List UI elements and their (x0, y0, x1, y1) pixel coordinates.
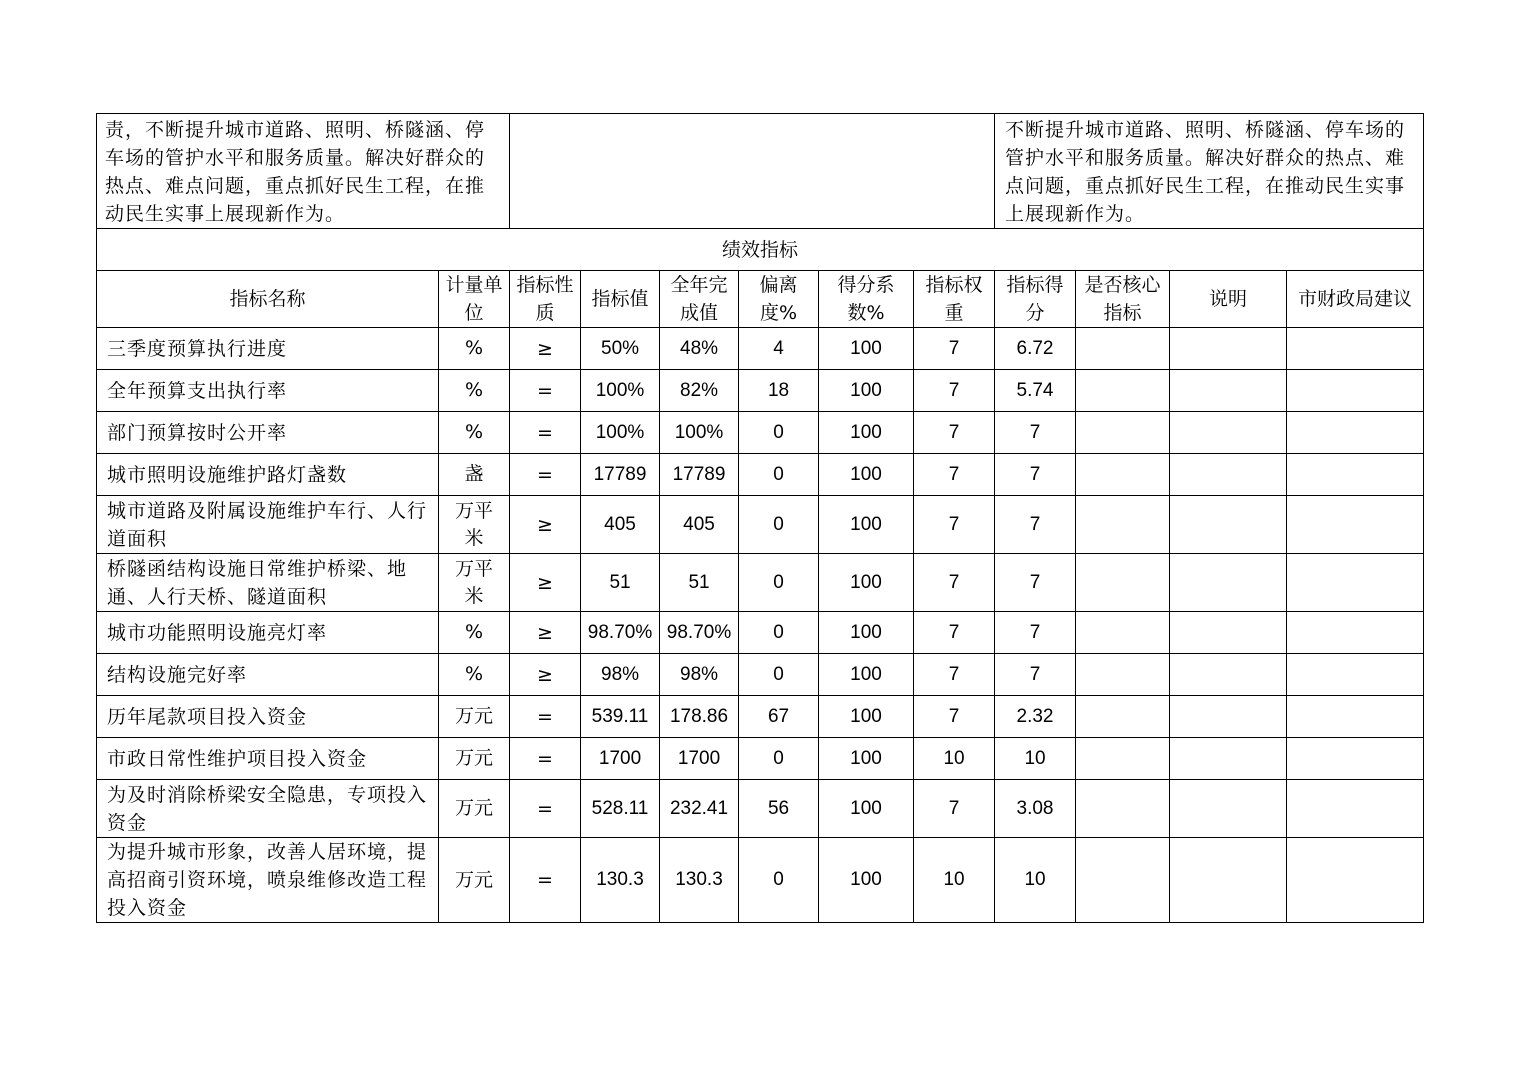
cell-score: 7 (995, 612, 1076, 654)
cell-value: 50% (581, 328, 660, 370)
cell-deviation: 0 (739, 612, 819, 654)
cell-unit: 万元 (439, 738, 510, 780)
cell-deviation: 4 (739, 328, 819, 370)
intro-middle-cell (510, 114, 995, 229)
header-nature: 指标性质 (510, 271, 581, 328)
cell-deviation: 0 (739, 838, 819, 923)
cell-annual: 51 (660, 554, 739, 612)
cell-value: 528.11 (581, 780, 660, 838)
cell-note (1170, 838, 1287, 923)
cell-suggestion (1287, 696, 1424, 738)
cell-score: 10 (995, 838, 1076, 923)
cell-core (1076, 780, 1170, 838)
cell-note (1170, 738, 1287, 780)
cell-name: 桥隧函结构设施日常维护桥梁、地通、人行天桥、隧道面积 (97, 554, 439, 612)
cell-annual: 178.86 (660, 696, 739, 738)
cell-note (1170, 612, 1287, 654)
cell-suggestion (1287, 838, 1424, 923)
cell-deviation: 56 (739, 780, 819, 838)
cell-annual: 405 (660, 496, 739, 554)
cell-unit: 万元 (439, 696, 510, 738)
cell-unit: % (439, 612, 510, 654)
cell-coef: 100 (819, 612, 914, 654)
cell-suggestion (1287, 496, 1424, 554)
cell-suggestion (1287, 654, 1424, 696)
cell-score: 3.08 (995, 780, 1076, 838)
intro-left-text: 责，不断提升城市道路、照明、桥隧涵、停车场的管护水平和服务质量。解决好群众的热点、难点问题，重点抓好民生工程，在推动民生实事上展现新作为。 (97, 114, 510, 229)
cell-annual: 1700 (660, 738, 739, 780)
cell-annual: 98% (660, 654, 739, 696)
table-row (97, 454, 1424, 496)
cell-suggestion (1287, 454, 1424, 496)
cell-value: 100% (581, 370, 660, 412)
cell-weight: 7 (914, 496, 995, 554)
cell-nature: = (510, 412, 581, 454)
header-coef: 得分系数% (819, 271, 914, 328)
cell-nature: = (510, 370, 581, 412)
section-title-row (97, 229, 1424, 271)
cell-name: 城市照明设施维护路灯盏数 (97, 454, 439, 496)
cell-core (1076, 554, 1170, 612)
cell-unit: % (439, 412, 510, 454)
cell-coef: 100 (819, 412, 914, 454)
cell-unit: 万元 (439, 838, 510, 923)
table-row (97, 328, 1424, 370)
cell-value: 130.3 (581, 838, 660, 923)
cell-weight: 7 (914, 612, 995, 654)
cell-annual: 48% (660, 328, 739, 370)
cell-name: 城市功能照明设施亮灯率 (97, 612, 439, 654)
indicator-rows (97, 328, 1424, 923)
cell-coef: 100 (819, 838, 914, 923)
cell-value: 51 (581, 554, 660, 612)
table-row (97, 780, 1424, 838)
cell-deviation: 0 (739, 454, 819, 496)
cell-deviation: 18 (739, 370, 819, 412)
cell-deviation: 0 (739, 554, 819, 612)
cell-suggestion (1287, 780, 1424, 838)
header-annual: 全年完成值 (660, 271, 739, 328)
cell-coef: 100 (819, 370, 914, 412)
cell-core (1076, 696, 1170, 738)
cell-weight: 7 (914, 454, 995, 496)
cell-name: 城市道路及附属设施维护车行、人行道面积 (97, 496, 439, 554)
table-row (97, 838, 1424, 923)
cell-deviation: 0 (739, 412, 819, 454)
performance-table (96, 113, 1424, 923)
cell-core (1076, 328, 1170, 370)
cell-core (1076, 412, 1170, 454)
cell-note (1170, 780, 1287, 838)
cell-suggestion (1287, 738, 1424, 780)
table-row (97, 654, 1424, 696)
cell-suggestion (1287, 554, 1424, 612)
cell-annual: 82% (660, 370, 739, 412)
cell-deviation: 67 (739, 696, 819, 738)
cell-suggestion (1287, 612, 1424, 654)
cell-nature: ≥ (510, 328, 581, 370)
cell-weight: 7 (914, 780, 995, 838)
header-row (97, 271, 1424, 328)
table-row (97, 412, 1424, 454)
table-row (97, 696, 1424, 738)
cell-weight: 7 (914, 328, 995, 370)
cell-nature: = (510, 838, 581, 923)
cell-note (1170, 496, 1287, 554)
header-name: 指标名称 (97, 271, 439, 328)
cell-name: 全年预算支出执行率 (97, 370, 439, 412)
cell-score: 2.32 (995, 696, 1076, 738)
cell-annual: 100% (660, 412, 739, 454)
table-row (97, 738, 1424, 780)
cell-note (1170, 412, 1287, 454)
cell-score: 10 (995, 738, 1076, 780)
cell-coef: 100 (819, 496, 914, 554)
cell-deviation: 0 (739, 654, 819, 696)
cell-core (1076, 838, 1170, 923)
cell-annual: 17789 (660, 454, 739, 496)
cell-weight: 10 (914, 738, 995, 780)
header-score: 指标得分 (995, 271, 1076, 328)
cell-name: 历年尾款项目投入资金 (97, 696, 439, 738)
cell-unit: % (439, 370, 510, 412)
cell-suggestion (1287, 328, 1424, 370)
cell-note (1170, 554, 1287, 612)
cell-suggestion (1287, 412, 1424, 454)
cell-score: 5.74 (995, 370, 1076, 412)
cell-core (1076, 612, 1170, 654)
cell-annual: 98.70% (660, 612, 739, 654)
cell-coef: 100 (819, 554, 914, 612)
cell-core (1076, 738, 1170, 780)
table-row (97, 612, 1424, 654)
header-note: 说明 (1170, 271, 1287, 328)
cell-value: 1700 (581, 738, 660, 780)
cell-score: 7 (995, 412, 1076, 454)
cell-note (1170, 370, 1287, 412)
cell-note (1170, 454, 1287, 496)
cell-nature: ≥ (510, 554, 581, 612)
cell-name: 为及时消除桥梁安全隐患，专项投入资金 (97, 780, 439, 838)
section-title: 绩效指标 (97, 229, 1424, 271)
cell-deviation: 0 (739, 738, 819, 780)
cell-deviation: 0 (739, 496, 819, 554)
cell-coef: 100 (819, 454, 914, 496)
cell-weight: 7 (914, 370, 995, 412)
table-row (97, 554, 1424, 612)
cell-note (1170, 328, 1287, 370)
cell-nature: = (510, 780, 581, 838)
cell-score: 7 (995, 496, 1076, 554)
cell-note (1170, 654, 1287, 696)
header-value: 指标值 (581, 271, 660, 328)
cell-coef: 100 (819, 654, 914, 696)
cell-core (1076, 496, 1170, 554)
cell-value: 100% (581, 412, 660, 454)
cell-nature: = (510, 738, 581, 780)
cell-note (1170, 696, 1287, 738)
cell-unit: 万元 (439, 780, 510, 838)
cell-coef: 100 (819, 696, 914, 738)
table-row (97, 370, 1424, 412)
header-weight: 指标权重 (914, 271, 995, 328)
cell-coef: 100 (819, 738, 914, 780)
header-suggestion: 市财政局建议 (1287, 271, 1424, 328)
cell-suggestion (1287, 370, 1424, 412)
cell-name: 为提升城市形象，改善人居环境，提高招商引资环境，喷泉维修改造工程投入资金 (97, 838, 439, 923)
cell-weight: 7 (914, 696, 995, 738)
intro-row (97, 114, 1424, 229)
cell-weight: 7 (914, 554, 995, 612)
cell-unit: 万平米 (439, 496, 510, 554)
cell-weight: 7 (914, 412, 995, 454)
cell-score: 6.72 (995, 328, 1076, 370)
cell-nature: ≥ (510, 654, 581, 696)
cell-nature: = (510, 696, 581, 738)
cell-name: 三季度预算执行进度 (97, 328, 439, 370)
cell-nature: ≥ (510, 612, 581, 654)
cell-coef: 100 (819, 780, 914, 838)
cell-score: 7 (995, 654, 1076, 696)
cell-nature: = (510, 454, 581, 496)
cell-value: 539.11 (581, 696, 660, 738)
cell-name: 市政日常性维护项目投入资金 (97, 738, 439, 780)
cell-value: 98% (581, 654, 660, 696)
cell-unit: 万平米 (439, 554, 510, 612)
cell-weight: 10 (914, 838, 995, 923)
cell-coef: 100 (819, 328, 914, 370)
cell-annual: 130.3 (660, 838, 739, 923)
cell-name: 结构设施完好率 (97, 654, 439, 696)
cell-core (1076, 454, 1170, 496)
cell-score: 7 (995, 454, 1076, 496)
cell-score: 7 (995, 554, 1076, 612)
cell-value: 17789 (581, 454, 660, 496)
cell-value: 98.70% (581, 612, 660, 654)
intro-right-text: 不断提升城市道路、照明、桥隧涵、停车场的管护水平和服务质量。解决好群众的热点、难点问题，重点抓好民生工程，在推动民生实事上展现新作为。 (995, 114, 1424, 229)
cell-unit: % (439, 328, 510, 370)
cell-name: 部门预算按时公开率 (97, 412, 439, 454)
cell-value: 405 (581, 496, 660, 554)
header-unit: 计量单位 (439, 271, 510, 328)
table-row (97, 496, 1424, 554)
cell-nature: ≥ (510, 496, 581, 554)
cell-core (1076, 370, 1170, 412)
header-core: 是否核心指标 (1076, 271, 1170, 328)
cell-unit: 盏 (439, 454, 510, 496)
cell-weight: 7 (914, 654, 995, 696)
header-deviation: 偏离度% (739, 271, 819, 328)
cell-unit: % (439, 654, 510, 696)
cell-annual: 232.41 (660, 780, 739, 838)
cell-core (1076, 654, 1170, 696)
